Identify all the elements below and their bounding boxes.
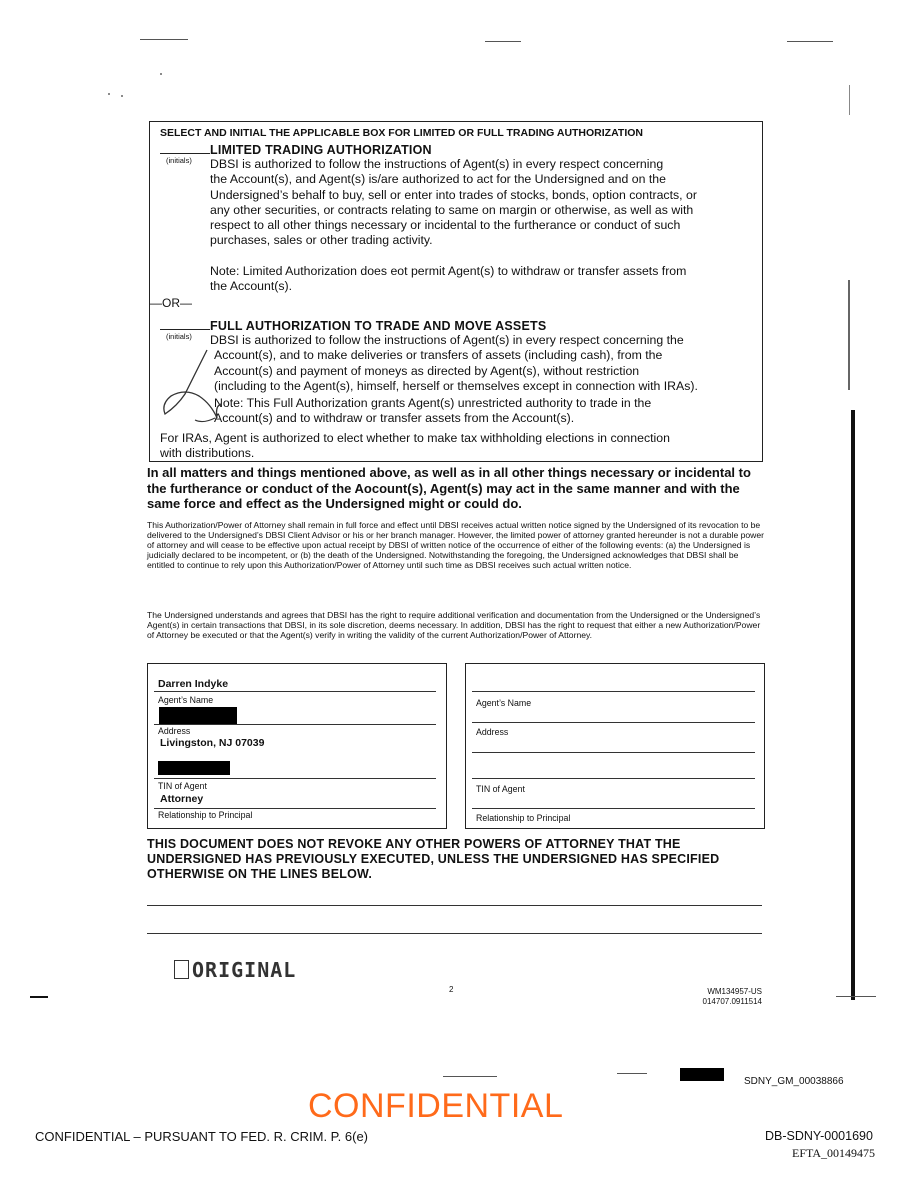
stamp-box-icon [174,960,189,979]
agent-1-box [147,663,447,829]
limited-body-line: respect to all other things necessary or incidental to the furtherance or conduct of such [210,218,681,233]
limited-initials-label: (initials) [166,156,192,165]
specification-line-1 [147,905,762,906]
bates-gm-number: SDNY_GM_00038866 [744,1076,844,1087]
limited-body-line: any other securities, or contracts relating to same on margin or otherwise, as well as with [210,202,694,217]
agent-2-name-line [472,691,755,692]
scan-artifact-speck [160,73,162,75]
full-title: FULL AUTHORIZATION TO TRADE AND MOVE ASSETS [210,319,547,333]
limited-title: LIMITED TRADING AUTHORIZATION [210,143,432,157]
scan-artifact-line [787,41,833,42]
form-code [700,987,762,1006]
agent-2-relationship-label: Relationship to Principal [476,813,571,823]
limited-initials-blank[interactable] [160,153,210,154]
all-matters-paragraph: In all matters and things mentioned above, as well as in all other things necessary or incidental to the furtherance or conduct of the Aocount(s), Agent(s) may act in the same manner and with the same force and effect as the Undersigned might or could do. [147,465,751,511]
or-separator: —OR— [150,296,192,310]
authorization-box [149,121,763,462]
full-initials-blank[interactable] [160,329,210,330]
limited-note [210,264,755,295]
verification-paragraph: The Undersigned understands and agrees that DBSI has the right to require additional verification and documentation from the Undersigned or the Undersigned’s Agent(s) in certain transactions that DBSI, in its sole discretion, deems necessary. In addition, DBSI has the right to request that either a new Authorization/Power of Attorney be executed or that the Agent(s) verify in writing the validity of the current Authorization/Power of Attorney. [147,610,761,641]
scan-edge-bar [851,410,855,1000]
agent-2-tin-line [472,778,755,779]
scan-artifact-line [617,1073,647,1074]
agent-2-tin-label: TIN of Agent [476,784,525,794]
full-note [214,396,755,427]
handwritten-initials-mark [155,344,225,434]
scan-artifact-line [485,41,521,42]
agent-1-street-redaction [159,707,237,724]
agent-1-name-line [154,691,436,692]
scan-edge-bar [848,280,850,390]
full-note-line: Account(s) and to withdraw or transfer assets from the Account(s). [214,411,575,426]
footer-confidentiality-notice: CONFIDENTIAL – PURSUANT TO FED. R. CRIM. P. 6(e) [35,1129,369,1144]
scan-artifact-line [140,39,188,40]
limited-note-line: the Account(s). [210,279,293,294]
confidential-stamp: CONFIDENTIAL [308,1087,564,1125]
authorization-box-header: SELECT AND INITIAL THE APPLICABLE BOX FOR LIMITED OR FULL TRADING AUTHORIZATION [160,127,643,139]
agent-1-tin-line [154,778,436,779]
agent-1-relationship-value: Attorney [160,793,204,805]
full-note-line: Note: This Full Authorization grants Agent(s) unrestricted authority to trade in the [214,396,652,410]
agent-1-address-label: Address [158,726,191,736]
form-code-line: WM134957-US [707,987,762,996]
original-stamp [174,958,296,982]
scan-artifact-line [30,996,48,998]
limited-body-line: purchases, sales or other trading activity. [210,233,433,248]
revocation-notice: THIS DOCUMENT DOES NOT REVOKE ANY OTHER POWERS OF ATTORNEY THAT THE UNDERSIGNED HAS PREVIOUSLY EXECUTED, UNLESS THE UNDERSIGNED HAS SPECIFIED OTHERWISE ON THE LINES BELOW. [147,837,720,881]
full-body [210,333,755,394]
agent-1-tin-redaction [158,761,230,775]
full-body-line: Account(s), and to make deliveries or transfers of assets (including cash), from the [214,348,663,363]
agent-1-relationship-line [154,808,436,809]
agent-2-street-line [472,722,755,723]
original-stamp-text: ORIGINAL [192,958,297,982]
full-body-line: (including to the Agent(s), himself, herself or themselves except in connection with IRAs). [214,378,698,393]
full-initials-label: (initials) [166,332,192,341]
agent-1-relationship-label: Relationship to Principal [158,810,253,820]
form-code-line: 014707.0911514 [702,996,762,1006]
scan-artifact-speck [121,95,123,97]
scan-artifact-line [836,996,876,997]
agent-1-name-label: Agent’s Name [158,695,214,705]
scan-artifact-line [849,85,850,115]
limited-note-line: Note: Limited Authorization does eot permit Agent(s) to withdraw or transfer assets from [210,264,687,278]
ira-note [160,431,755,462]
ira-note-line: with distributions. [160,446,255,461]
scan-artifact-speck [108,93,110,95]
agent-1-street-line [154,724,436,725]
full-body-line: Account(s) and payment of moneys as directed by Agent(s), without restriction [214,363,640,378]
page-number: 2 [449,985,454,994]
agent-1-name-value: Darren Indyke [158,678,229,690]
agent-2-city-line [472,752,755,753]
efta-number: EFTA_00149475 [792,1146,876,1160]
agent-1-address-value: Livingston, NJ 07039 [160,737,265,749]
agent-1-tin-label: TIN of Agent [158,781,207,791]
agent-2-box [465,663,765,829]
agent-2-address-label: Address [476,727,509,737]
specification-line-2 [147,933,762,934]
limited-body-line: DBSI is authorized to follow the instructions of Agent(s) in every respect concerning [210,157,664,171]
limited-body-line: the Account(s), and Agent(s) is/are authorized to act for the Undersigned and on the [210,172,666,187]
agent-2-relationship-line [472,808,755,809]
limited-body [210,157,755,249]
footer-bates-number: DB-SDNY-0001690 [765,1129,873,1143]
agent-2-name-label: Agent’s Name [476,698,532,708]
full-body-line: DBSI is authorized to follow the instructions of Agent(s) in every respect concerning the [210,333,684,347]
power-of-attorney-paragraph: This Authorization/Power of Attorney shall remain in full force and effect until DBSI receives actual written notice signed by the Undersigned of its revocation to be delivered to the Undersigned’s DBSI Client Advisor or his or her branch manager. However, the limited power of attorney granted hereunder is not a durable power of attorney and will cease to be effective upon actual receipt by DBSI of written notice of the occurrence of either of the following events: (a) the Undersigned is judicially declared to be incompetent, or (b) the death of the Undersigned. Notwithstanding the foregoing, the Undersigned acknowledges that DBSI shall be entitled to continue to rely upon this Authorization/Power of Attorney until such time as DBSI receives such actual written notice. [147,520,765,571]
scan-artifact-line [443,1076,497,1077]
limited-body-line: Undersigned’s behalf to buy, sell or enter into trades of stocks, bonds, option contracts, or [210,187,697,202]
bates-redaction [680,1068,724,1081]
ira-note-line: For IRAs, Agent is authorized to elect whether to make tax withholding elections in connection [160,431,670,445]
